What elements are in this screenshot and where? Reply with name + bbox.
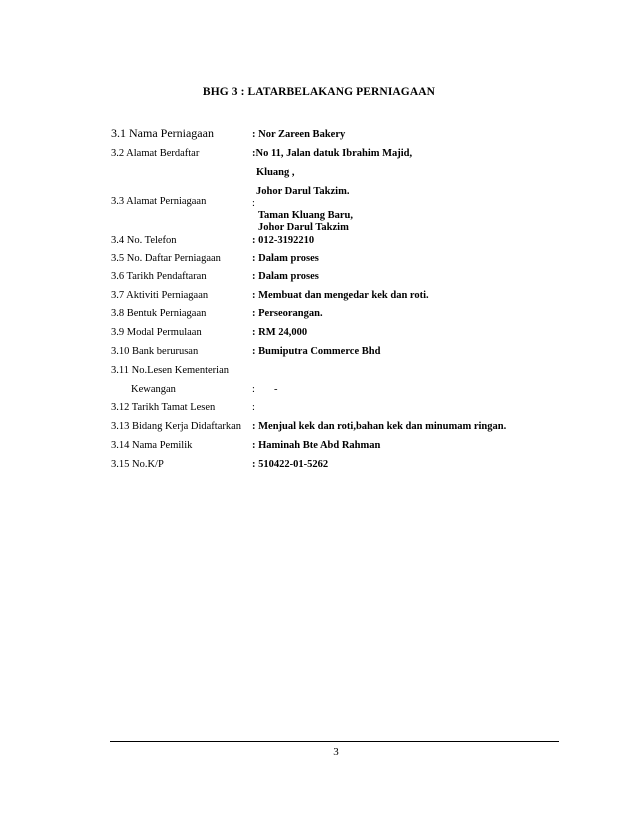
row-value-owner-name: : Haminah Bte Abd Rahman	[252, 440, 381, 451]
row-value-business-form: : Perseorangan.	[252, 308, 323, 319]
row-label-business-address: 3.3 Alamat Perniagaan	[111, 196, 207, 207]
page-number: 3	[333, 746, 339, 758]
row-value-license: -	[274, 384, 278, 395]
row-value-initial-capital: : RM 24,000	[252, 327, 308, 338]
row-value-registration-number: : Dalam proses	[252, 253, 319, 264]
row-label-registered-address: 3.2 Alamat Berdaftar	[111, 148, 200, 159]
row-value-business-name: : Nor Zareen Bakery	[252, 129, 346, 140]
row-value-bank: : Bumiputra Commerce Bhd	[252, 346, 381, 357]
row-label-initial-capital: 3.9 Modal Permulaan	[111, 327, 202, 338]
row-colon-license-expiry: :	[252, 402, 255, 413]
row-label-bank: 3.10 Bank berurusan	[111, 346, 199, 357]
row-value-business-address-line-2: Johor Darul Takzim	[258, 222, 349, 233]
row-label-registration-number: 3.5 No. Daftar Perniagaan	[111, 253, 221, 264]
row-label-business-activity: 3.7 Aktiviti Perniagaan	[111, 290, 209, 301]
row-value-registration-date: : Dalam proses	[252, 271, 319, 282]
row-label-license-line-2: Kewangan	[131, 384, 176, 395]
row-value-registered-address-line-2: Kluang ,	[256, 167, 295, 178]
row-value-registered-address-line-3: Johor Darul Takzim.	[256, 186, 350, 197]
row-value-registered-work: : Menjual kek dan roti,bahan kek dan minumam ringan.	[252, 421, 507, 432]
row-label-business-name: 3.1 Nama Perniagaan	[111, 126, 214, 140]
row-label-telephone: 3.4 No. Telefon	[111, 235, 177, 246]
row-label-registered-work: 3.13 Bidang Kerja Didaftarkan	[111, 421, 242, 432]
row-value-ic-number: : 510422-01-5262	[252, 459, 329, 470]
page-heading: BHG 3 : LATARBELAKANG PERNIAGAAN	[202, 86, 436, 98]
row-label-registration-date: 3.6 Tarikh Pendaftaran	[111, 271, 207, 282]
row-colon-business-address: :	[252, 198, 255, 209]
row-label-owner-name: 3.14 Nama Pemilik	[111, 440, 193, 451]
row-label-license-expiry: 3.12 Tarikh Tamat Lesen	[111, 402, 216, 413]
row-label-license-line-1: 3.11 No.Lesen Kementerian	[111, 365, 229, 376]
row-value-business-address-line-1: Taman Kluang Baru,	[258, 210, 354, 221]
row-value-telephone: : 012-3192210	[252, 235, 315, 246]
footer-divider	[110, 741, 559, 742]
row-value-business-activity: : Membuat dan mengedar kek dan roti.	[252, 290, 429, 301]
row-colon-license: :	[252, 384, 255, 395]
row-label-business-form: 3.8 Bentuk Perniagaan	[111, 308, 207, 319]
row-label-ic-number: 3.15 No.K/P	[111, 459, 164, 470]
row-value-registered-address-line-1: :No 11, Jalan datuk Ibrahim Majid,	[252, 148, 413, 159]
